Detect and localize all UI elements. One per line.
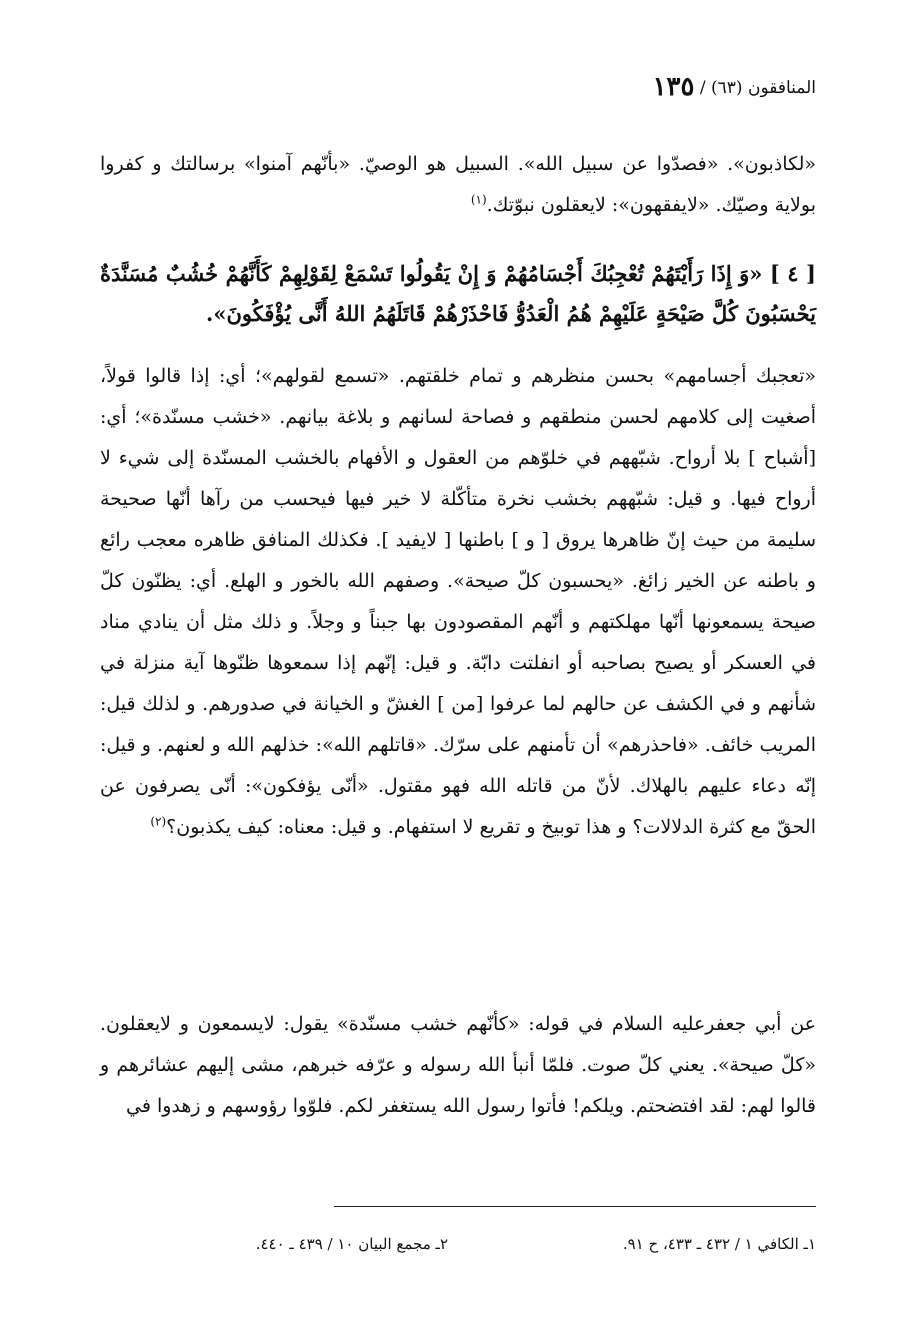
footnote-1: ١ـ الكافي ١ / ٤٣٢ ـ ٤٣٣، ح ٩١.: [622, 1235, 816, 1253]
footnote-ref-2: (٢): [150, 814, 167, 829]
paragraph-2-text: «تعجبك أجسامهم» بحسن منظرهم و تمام خلقتهم. «تسمع لقولهم»؛ أي: إذا قالوا قولاً، أصغيت إلى كلامهم لحسن منطقهم و فصاحة لسانهم و بلاغة بيانهم. «خشب مسنّدة»؛ أي: [أشباح ] بلا أرواح. شبّههم في خلوّهم من العقول و الأفهام بالخشب المسنّدة إلى شيء لا أرواح فيها. و قيل: شبّههم بخشب نخرة متأكّلة لا خير فيها فيحسب من رآها أنّها صحيحة سليمة من حيث إنّ ظاهرها يروق [ و ] باطنها [ لايفيد ]. فكذلك المنافق ظاهره معجب رائع و باطنه عن الخير زائغ. «يحسبون كلّ صيحة». وصفهم الله بالخور و الهلع. أي: يظنّون كلّ صيحة يسمعونها أنّها مهلكتهم و أنّهم المقصودون بها جبناً و وجلاً. و ذلك مثل أن ينادي مناد في العسكر أو يصيح بصاحبه أو انفلتت دابّة. و قيل: إنّهم إذا سمعوها ظنّوها آية منزلة في شأنهم و في الكشف عن حالهم لما عرفوا [من ] الغشّ و الخيانة في صدورهم. و لذلك قيل: المريب خائف. «فاحذرهم» أن تأمنهم على سرّك. «قاتلهم الله»: خذلهم الله و لعنهم. و قيل: إنّه دعاء عليهم بالهلاك. لأنّ من قاتله الله فهو مقتول. «أنّى يؤفكون»: أنّى يصرفون عن الحقّ مع كثرة الدلالات؟ و هذا توبيخ و تقريع لا استفهام. و قيل: معناه: كيف يكذبون؟: [100, 365, 816, 838]
paragraph-1-text: «لكاذبون». «فصدّوا عن سبيل الله». السبيل هو الوصيّ. «بأنّهم آمنوا» برسالتك و كفروا بولاية وصيّك. «لايفقهون»: لايعقلون نبوّتك.: [100, 153, 816, 216]
footnote-ref-1: (١): [470, 192, 487, 207]
running-header: [100, 70, 816, 104]
chapter-title: المنافقون (٦٣): [711, 78, 816, 98]
commentary-paragraph-1: [100, 144, 816, 226]
page-number: ١٣٥: [652, 72, 695, 102]
footnote-2: ٢ـ مجمع البيان ١٠ / ٤٣٩ ـ ٤٤٠.: [255, 1235, 448, 1253]
commentary-paragraph-2: [100, 356, 816, 848]
quran-verse: [ ٤ ] «وَ إِذَا رَأَيْتَهُمْ تُعْجِبُكَ أَجْسَامُهُمْ وَ إِنْ يَقُولُوا تَسْمَعْ لِقَوْلِهِمْ كَأَنَّهُمْ خُشُبٌ مُسَنَّدَةٌ يَحْسَبُونَ كُلَّ صَيْحَةٍ عَلَيْهِمْ هُمُ الْعَدُوُّ فَاحْذَرْهُمْ قَاتَلَهُمُ اللهُ أَنَّى يُؤْفَكُونَ».: [100, 261, 816, 326]
footnote-divider: [334, 1206, 816, 1207]
header-separator: /: [699, 78, 706, 98]
commentary-paragraph-3: عن أبي جعفرعليه السلام في قوله: «كأنّهم خشب مسنّدة» يقول: لايسمعون و لايعقلون. «كلّ صيحة». يعني كلّ صوت. فلمّا أنبأ الله رسوله و عرّفه خبرهم، مشى إليهم عشائرهم و قالوا لهم: لقد افتضحتم. ويلكم! فأتوا رسول الله يستغفر لكم. فلوّوا رؤوسهم و زهدوا في: [100, 1013, 816, 1117]
